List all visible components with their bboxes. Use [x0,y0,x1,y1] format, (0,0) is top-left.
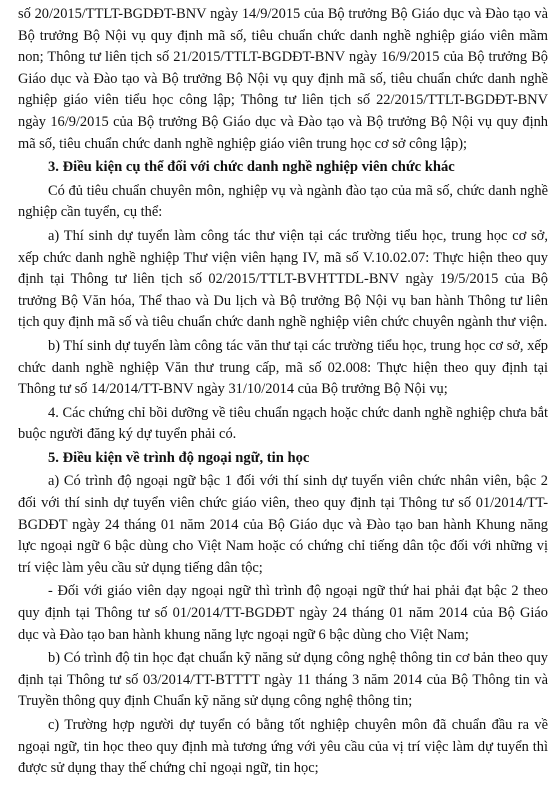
heading-section-3: 3. Điều kiện cụ thể đối với chức danh nghề nghiệp viên chức khác [48,159,455,176]
paragraph-section-5-b: b) Có trình độ tin học đạt chuẩn kỹ năng sử dụng công nghệ thông tin cơ bản theo quy định tại Thông tư số 03/2014/TT-BTTTT ngày 11 tháng 3 năm 2014 của Bộ Thông tin và Truyền thông quy định Chuẩn kỹ năng sử dụng công nghệ thông tin; [18,650,548,710]
heading-section-5: 5. Điều kiện về trình độ ngoại ngữ, tin học [48,449,310,466]
paragraph-circulars-continued: số 20/2015/TTLT-BGDĐT-BNV ngày 14/9/2015 của Bộ trưởng Bộ Giáo dục và Đào tạo và Bộ trưởng Bộ Nội vụ quy định mã số, tiêu chuẩn chức danh nghề nghiệp giáo viên mầm non; Thông tư liên tịch số 21/2015/TTLT-BGDĐT-BNV ngày 16/9/2015 của Bộ trưởng Bộ Giáo dục và Đào tạo và Bộ trưởng Bộ Nội vụ quy định mã số, tiêu chuẩn chức danh nghề nghiệp giáo viên tiểu học công lập; Thông tư liên tịch số 22/2015/TTLT-BGDĐT-BNV ngày 16/9/2015 của Bộ trưởng Bộ Giáo dục và Đào tạo và Bộ trưởng Bộ Nội vụ quy định mã số, tiêu chuẩn chức danh nghề nghiệp giáo viên trung học cơ sở công lập); [18,6,548,152]
paragraph-section-3-a: a) Thí sinh dự tuyển làm công tác thư viện tại các trường tiểu học, trung học cơ sở, xếp chức danh nghề nghiệp Thư viện viên hạng IV, mã số V.10.02.07: Thực hiện theo quy định tại Thông tư liên tịch số 02/2015/TTLT-BVHTTDL-BNV ngày 19/5/2015 của Bộ trưởng Bộ Văn hóa, Thể thao và Du lịch và Bộ trưởng Bộ Nội vụ ban hành Thông tư liên tịch quy định mã số và tiêu chuẩn chức danh nghề nghiệp viên chức chuyên ngành thư viện. [18,227,548,331]
paragraph-section-3-intro: Có đủ tiêu chuẩn chuyên môn, nghiệp vụ và ngành đào tạo của mã số, chức danh nghề nghiệp cần tuyển, cụ thể: [18,182,548,221]
paragraph-section-4: 4. Các chứng chỉ bồi dưỡng về tiêu chuẩn ngạch hoặc chức danh nghề nghiệp chưa bắt buộc người đăng ký dự tuyển phải có. [18,404,548,443]
paragraph-section-5-a: a) Có trình độ ngoại ngữ bậc 1 đối với thí sinh dự tuyển viên chức nhân viên, bậc 2 đối với thí sinh dự tuyển viên chức giáo viên, theo quy định tại Thông tư số 01/2014/TT-BGDĐT ngày 24 tháng 01 năm 2014 của Bộ Giáo dục và Đào tạo ban hành Khung năng lực ngoại ngữ 6 bậc dùng cho Việt Nam hoặc có chứng chỉ tiếng dân tộc đối với những vị trí việc làm yêu cầu sử dụng tiếng dân tộc; [18,473,548,576]
paragraph-section-3-b: b) Thí sinh dự tuyển làm công tác văn thư tại các trường tiểu học, trung học cơ sở, xếp chức danh nghề nghiệp Văn thư trung cấp, mã số 02.008: Thực hiện theo quy định tại Thông tư số 14/2014/TT-BNV ngày 31/10/2014 của Bộ trưởng Bộ Nội vụ; [18,337,548,398]
paragraph-section-5-c: c) Trường hợp người dự tuyển có bằng tốt nghiệp chuyên môn đã chuẩn đầu ra về ngoại ngữ, tin học theo quy định mà tương ứng với yêu cầu của vị trí việc làm dự tuyển thì được sử dụng thay thế chứng chỉ ngoại ngữ, tin học; [18,717,548,777]
document-page [18,4,548,796]
paragraph-section-5-a-note: - Đối với giáo viên dạy ngoại ngữ thì trình độ ngoại ngữ thứ hai phải đạt bậc 2 theo quy định tại Thông tư số 01/2014/TT-BGDĐT ngày 24 tháng 01 năm 2014 của Bộ Giáo dục và Đào tạo ban hành khung năng lực ngoại ngữ 6 bậc dùng cho Việt Nam; [18,583,548,643]
